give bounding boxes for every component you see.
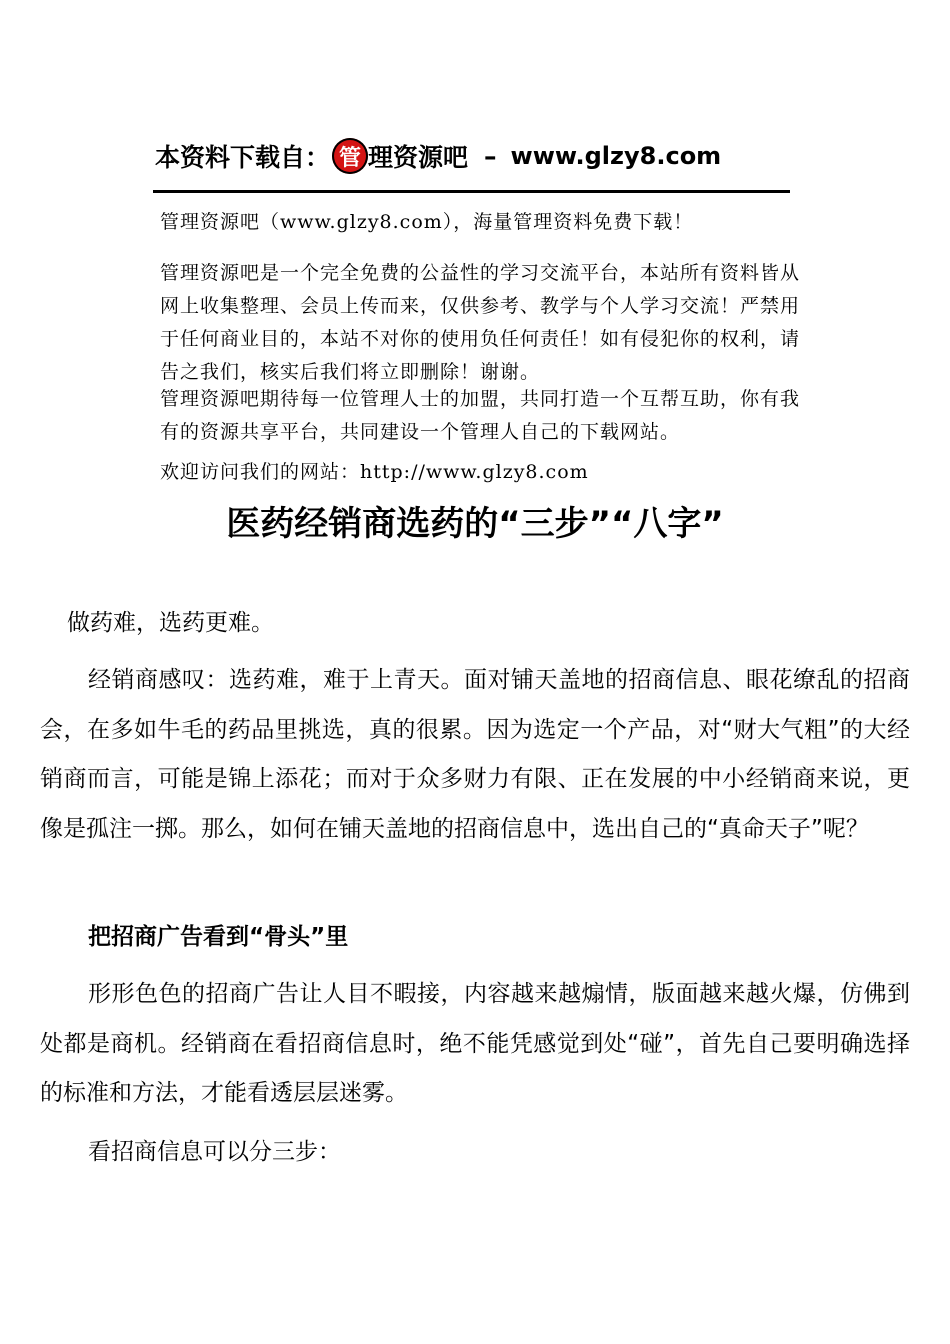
lead-paragraph: 做药难，选药更难。 (67, 610, 274, 636)
notice-invitation: 管理资源吧期待每一位管理人士的加盟，共同打造一个互帮互助，你有我有的资源共享平台，共同建设一个管理人自己的下载网站。 (160, 388, 801, 443)
document-title: 医药经销商选药的“三步”“八字” (226, 504, 724, 544)
banner-site-name: 理资源吧 (368, 143, 469, 172)
paragraph-1: 经销商感叹：选药难，难于上青天。面对铺天盖地的招商信息、眼花缭乱的招商会，在多如牛毛的药品里挑选，真的很累。因为选定一个产品，对“财大气粗”的大经销商而言，可能是锦上添花；而对于众多财力有限、正在发展的中小经销商来说，更像是孤注一掷。那么，如何在铺天盖地的招商信息中，选出自己的“真命天子”呢？ (40, 667, 910, 842)
site-logo-icon: 管 (332, 138, 368, 174)
banner-url-link[interactable]: www.glzy8.com (510, 142, 722, 170)
banner-separator: – (484, 141, 497, 171)
notice-disclaimer: 管理资源吧是一个完全免费的公益性的学习交流平台，本站所有资料皆从网上收集整理、会员上传而来，仅供参考、教学与个人学习交流！严禁用于任何商业目的，本站不对你的使用负任何责任！如有侵犯你的权利，请告之我们，核实后我们将立即删除！谢谢。 (160, 262, 801, 383)
download-source-banner (155, 134, 790, 178)
section-heading: 把招商广告看到“骨头”里 (88, 924, 349, 950)
banner-divider (153, 190, 790, 193)
notice-visit-link[interactable]: 欢迎访问我们的网站：http://www.glzy8.com (160, 461, 589, 483)
notice-intro: 管理资源吧（www.glzy8.com），海量管理资料免费下载！ (160, 211, 694, 233)
banner-prefix: 本资料下载自： (155, 143, 331, 172)
paragraph-3: 看招商信息可以分三步： (88, 1139, 341, 1165)
paragraph-2: 形形色色的招商广告让人目不暇接，内容越来越煽情，版面越来越火爆，仿佛到处都是商机。经销商在看招商信息时，绝不能凭感觉到处“碰”，首先自己要明确选择的标准和方法，才能看透层层迷雾。 (40, 981, 910, 1106)
